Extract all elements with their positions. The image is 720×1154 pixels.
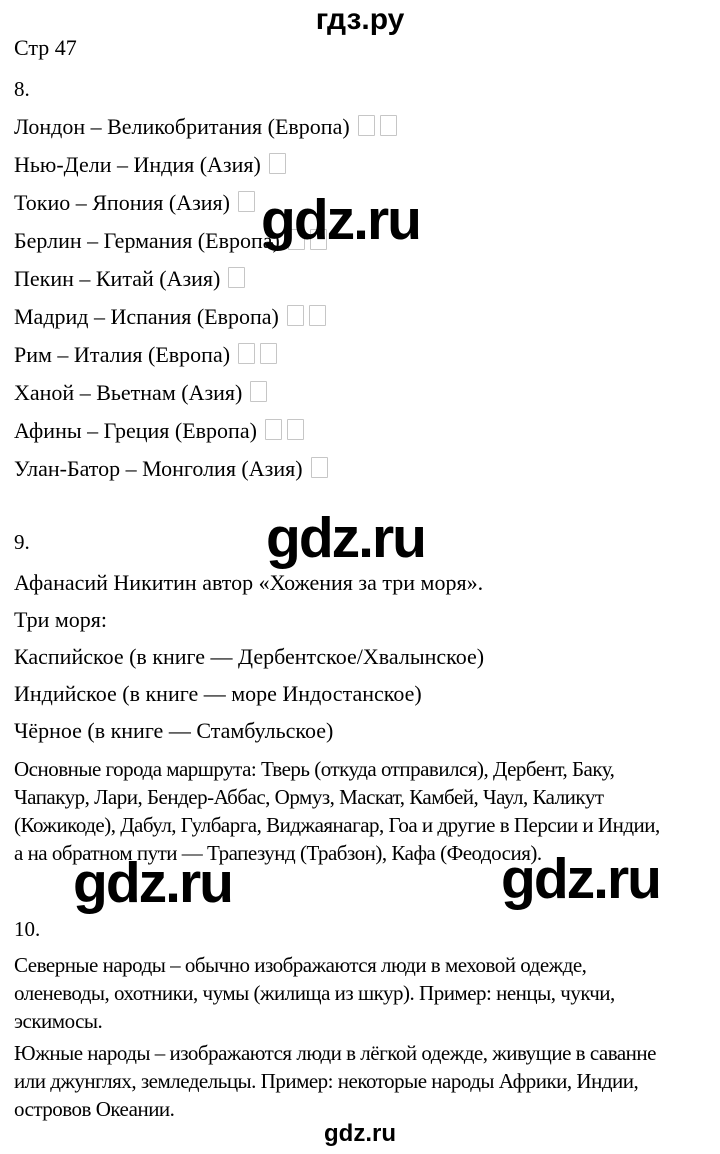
- missing-flag-glyph-icon: [228, 267, 245, 288]
- missing-flag-glyph-icon: [238, 191, 255, 212]
- city-answer-text: Рим – Италия (Европа): [14, 342, 231, 367]
- missing-flag-glyph-icon: [380, 115, 397, 136]
- southern-peoples-line: Южные народы – изображаются люди в лёгкой одежде, живущие в саванне: [14, 1041, 656, 1065]
- sea-line: Чёрное (в книге — Стамбульское): [14, 718, 334, 743]
- northern-peoples-line: эскимосы.: [14, 1009, 103, 1033]
- city-answer-text: Ханой – Вьетнам (Азия): [14, 380, 243, 405]
- city-answer-text: Лондон – Великобритания (Европа): [14, 114, 350, 139]
- city-answer-row: [14, 419, 712, 443]
- site-logo: гдз.ру: [315, 3, 405, 36]
- city-answer-row: [14, 267, 712, 291]
- city-answer-row: [14, 343, 712, 367]
- route-paragraph-line: Чапакур, Лари, Бендер-Аббас, Ормуз, Маскат, Камбей, Чаул, Каликут: [14, 785, 604, 809]
- missing-flag-glyph-icon: [311, 457, 328, 478]
- nikitin-intro-line: Афанасий Никитин автор «Хожения за три моря».: [14, 570, 484, 595]
- city-answer-text: Афины – Греция (Европа): [14, 418, 257, 443]
- route-paragraph-line: (Кожикоде), Дабул, Гулбарга, Виджаянагар, Гоа и другие в Персии и Индии,: [14, 813, 660, 837]
- city-answer-row: [14, 115, 712, 139]
- three-seas-label: Три моря:: [14, 607, 108, 632]
- section-10-number: 10.: [14, 917, 41, 941]
- page-label: Стр 47: [14, 35, 77, 60]
- missing-flag-glyph-icon: [250, 381, 267, 402]
- missing-flag-glyph-icon: [260, 343, 277, 364]
- gdz-watermark: gdz.ru: [266, 506, 425, 570]
- missing-flag-glyph-icon: [309, 305, 326, 326]
- northern-peoples-paragraph: [14, 951, 712, 1035]
- section-9-number: 9.: [14, 530, 30, 554]
- missing-flag-glyph-icon: [265, 419, 282, 440]
- route-paragraph-line: а на обратном пути — Трапезунд (Трабзон), Кафа (Феодосия).: [14, 841, 542, 865]
- southern-peoples-paragraph: [14, 1039, 712, 1123]
- city-answer-row: [14, 305, 712, 329]
- city-answer-text: Токио – Япония (Азия): [14, 190, 230, 215]
- city-answer-text: Улан-Батор – Монголия (Азия): [14, 456, 303, 481]
- section-8-number: 8.: [14, 77, 30, 101]
- route-paragraph-line: Основные города маршрута: Тверь (откуда отправился), Дербент, Баку,: [14, 757, 615, 781]
- city-answer-row: [14, 153, 712, 177]
- northern-peoples-line: Северные народы – обычно изображаются люди в меховой одежде,: [14, 953, 587, 977]
- missing-flag-glyph-icon: [238, 343, 255, 364]
- gdz-watermark: gdz.ru: [501, 847, 660, 911]
- missing-flag-glyph-icon: [269, 153, 286, 174]
- site-footer-logo: gdz.ru: [324, 1120, 396, 1147]
- city-answer-text: Нью-Дели – Индия (Азия): [14, 152, 261, 177]
- missing-flag-glyph-icon: [287, 305, 304, 326]
- city-answer-row: [14, 457, 712, 481]
- city-answer-row: [14, 381, 712, 405]
- gdz-watermark: gdz.ru: [261, 188, 420, 252]
- missing-flag-glyph-icon: [287, 419, 304, 440]
- northern-peoples-line: оленеводы, охотники, чумы (жилища из шкур). Пример: ненцы, чукчи,: [14, 981, 615, 1005]
- city-answer-text: Пекин – Китай (Азия): [14, 266, 221, 291]
- gdz-watermark: gdz.ru: [73, 851, 232, 915]
- sea-line: Каспийское (в книге — Дербентское/Хвалынское): [14, 644, 485, 669]
- city-answer-text: Мадрид – Испания (Европа): [14, 304, 279, 329]
- southern-peoples-line: островов Океании.: [14, 1097, 175, 1121]
- missing-flag-glyph-icon: [358, 115, 375, 136]
- southern-peoples-line: или джунглях, земледельцы. Пример: некоторые народы Африки, Индии,: [14, 1069, 639, 1093]
- sea-line: Индийское (в книге — море Индостанское): [14, 681, 422, 706]
- city-answer-text: Берлин – Германия (Европа): [14, 228, 280, 253]
